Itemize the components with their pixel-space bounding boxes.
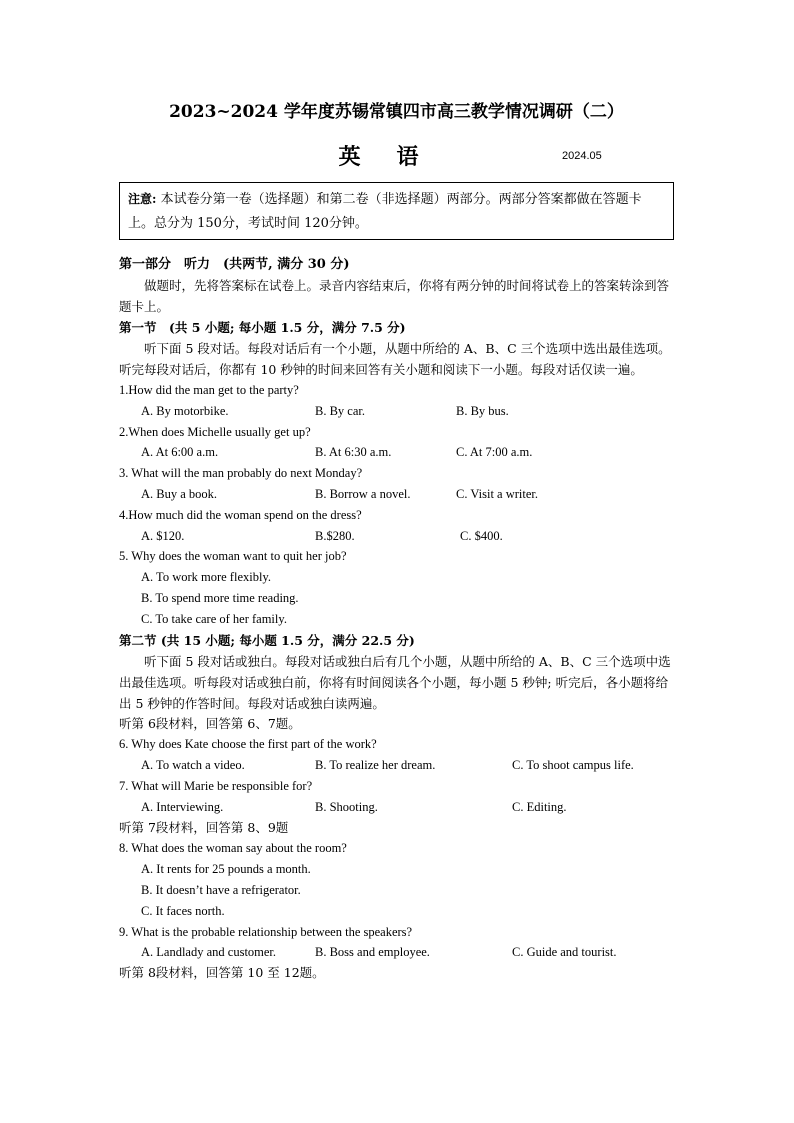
question-2-options [119, 442, 674, 463]
option-a: A. To work more flexibly. [141, 570, 272, 585]
part1-heading: 第一部分 听力 (共两节, 满分 30 分) [119, 257, 350, 272]
part1-intro: 做题时，先将答案标在试卷上。录音内容结束后，你将有两分钟的时间将试卷上的答案转涂到答题卡上。 [119, 278, 670, 314]
question-7-options [119, 797, 674, 818]
question-4-options [119, 526, 674, 547]
section2-heading: 第二节 (共 15 小题; 每小题 1.5 分，满分 22.5 分) [119, 632, 415, 648]
exam-title: 2023~2024 学年度苏锡常镇四市高三教学情况调研（二） [169, 102, 624, 122]
option-a: A. By motorbike. [141, 403, 229, 418]
question-3: 3. What will the man probably do next Monday? [119, 466, 363, 481]
notice-text: 本试卷分第一卷（选择题）和第二卷（非选择题）两部分。两部分答案都做在答题卡上。总分为 150分，考试时间 120分钟。 [128, 192, 642, 231]
option-b: B. Shooting. [315, 799, 378, 814]
option-b: B. Boss and employee. [315, 945, 430, 960]
question-9: 9. What is the probable relationship between the speakers? [119, 924, 413, 939]
option-c: C. To shoot campus life. [512, 758, 634, 773]
option-c: C. It faces north. [141, 903, 225, 918]
question-2: 2.When does Michelle usually get up? [119, 424, 311, 439]
exam-page [119, 100, 674, 984]
option-b: B. By car. [315, 403, 365, 418]
option-a: A. Landlady and customer. [141, 945, 277, 960]
section1-intro: 听下面 5 段对话。每段对话后有一个小题，从题中所给的 A、B、C 三个选项中选出最佳选项。听完每段对话后，你都有 10 秒钟的时间来回答有关小题和阅读下一小题。每段对话仅读一遍。 [119, 341, 671, 377]
option-a: A. Buy a book. [141, 486, 218, 501]
question-6: 6. Why does Kate choose the first part of the work? [119, 737, 377, 752]
subject-row [119, 140, 674, 176]
question-9-options [119, 942, 674, 963]
option-a: A. $120. [141, 528, 185, 543]
option-c: C. At 7:00 a.m. [456, 445, 533, 460]
question-1: 1.How did the man get to the party? [119, 383, 299, 397]
option-b: B. To spend more time reading. [141, 590, 299, 605]
option-a: A. Interviewing. [141, 799, 224, 814]
option-b: B. Borrow a novel. [315, 486, 411, 501]
option-b: B. To realize her dream. [315, 758, 436, 773]
subject-title: 英语 [338, 144, 455, 170]
notice-box [119, 182, 674, 240]
option-b: B. It doesn’t have a refrigerator. [141, 882, 301, 897]
section2-intro: 听下面 5 段对话或独白。每段对话或独白后有几个小题，从题中所给的 A、B、C 三个选项中选出最佳选项。听每段对话或独白前，你将有时间阅读各个小题，每小题 5 秒钟; 听完后，各小题将给出 5 秒钟的作答时间。每段对话或独白读两遍。 [119, 653, 671, 711]
option-c: C. Editing. [512, 799, 567, 814]
option-a: A. At 6:00 a.m. [141, 445, 219, 460]
option-c: C. Guide and tourist. [512, 945, 617, 960]
option-b: B.$280. [315, 528, 355, 543]
option-c: C. Visit a writer. [456, 486, 539, 501]
question-3-options [119, 484, 674, 505]
option-b: B. At 6:30 a.m. [315, 445, 392, 460]
section1-heading: 第一节 (共 5 小题; 每小题 1.5 分，满分 7.5 分) [119, 320, 406, 335]
option-a: A. To watch a video. [141, 758, 245, 773]
exam-date: 2024.05 [562, 150, 602, 162]
question-1-options [119, 401, 674, 422]
question-6-options [119, 755, 674, 776]
material-8-instruction: 听第 8段材料，回答第 10 至 12题。 [119, 965, 325, 981]
material-7-instruction: 听第 7段材料，回答第 8、9题 [119, 819, 289, 835]
option-a: A. It rents for 25 pounds a month. [141, 862, 311, 877]
notice-label: 注意: [128, 192, 157, 206]
option-c: C. $400. [460, 528, 503, 543]
question-4: 4.How much did the woman spend on the dress? [119, 507, 362, 522]
material-6-instruction: 听第 6段材料，回答第 6、7题。 [119, 715, 301, 731]
option-c: C. To take care of her family. [141, 611, 287, 626]
option-c: B. By bus. [456, 403, 509, 418]
question-5: 5. Why does the woman want to quit her job? [119, 549, 347, 564]
question-8: 8. What does the woman say about the room? [119, 841, 347, 856]
question-7: 7. What will Marie be responsible for? [119, 778, 313, 793]
